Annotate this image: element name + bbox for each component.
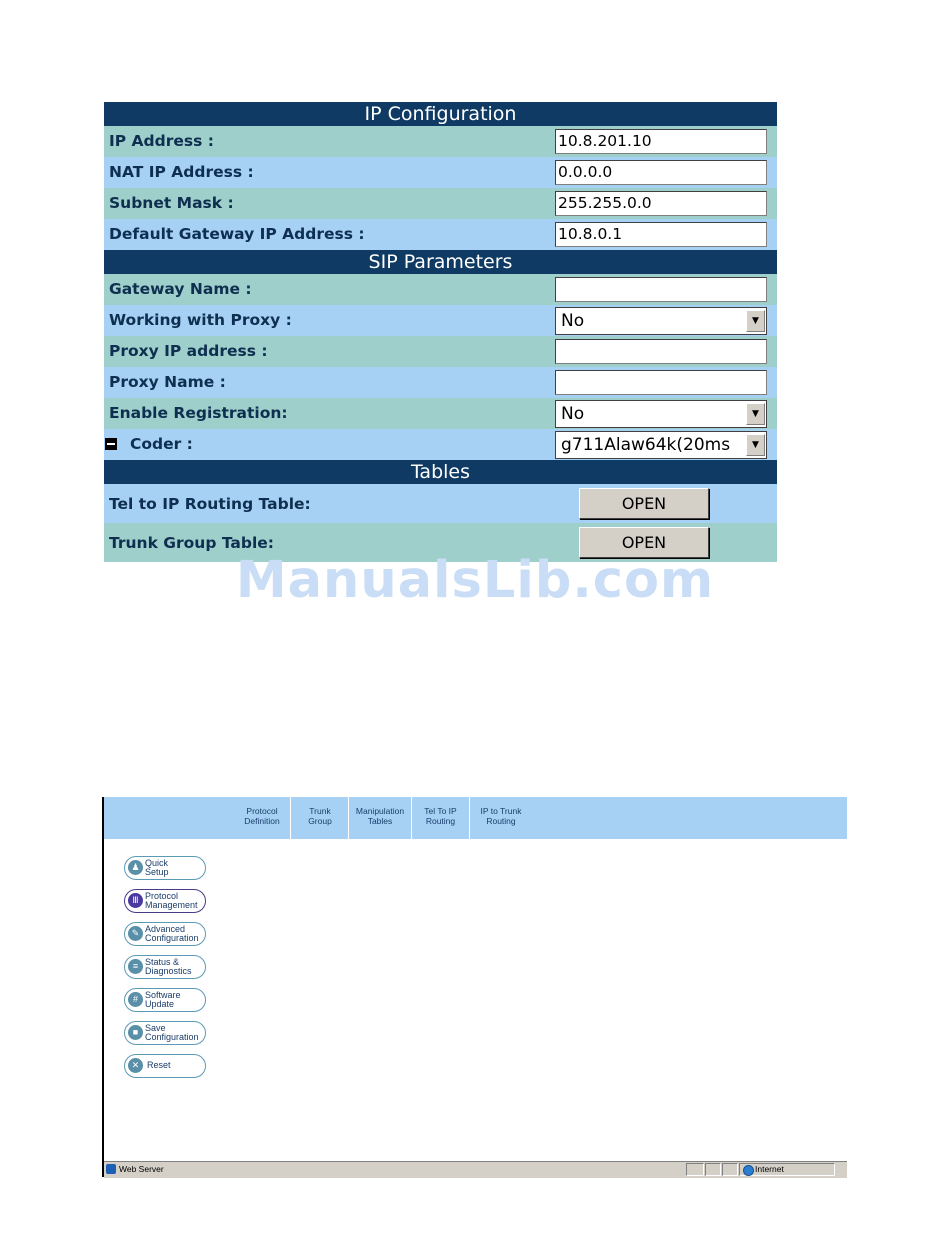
- config-form: [104, 102, 777, 562]
- tab-trunk-group[interactable]: [291, 797, 349, 839]
- trunk-group-label: Trunk Group Table:: [109, 534, 274, 552]
- tab-tel-to-ip-routing[interactable]: [412, 797, 469, 839]
- status-cell: [722, 1163, 738, 1176]
- sidebar-label-line1: Software: [145, 990, 181, 1000]
- status-cell: [705, 1163, 721, 1176]
- ie-page-icon: [106, 1164, 116, 1174]
- status-text: Web Server: [119, 1164, 164, 1174]
- default-gateway-input[interactable]: 10.8.0.1: [555, 222, 767, 247]
- dropdown-arrow-icon[interactable]: ▼: [746, 434, 765, 456]
- person-icon: ♟: [128, 860, 143, 875]
- collapse-minus-icon[interactable]: [105, 438, 117, 450]
- proxy-name-label: Proxy Name :: [109, 373, 226, 391]
- proxy-ip-input[interactable]: [555, 339, 767, 364]
- trunk-group-open-button[interactable]: OPEN: [579, 527, 709, 558]
- working-with-proxy-value: No: [561, 311, 585, 331]
- sidebar-status-diagnostics[interactable]: [124, 955, 206, 979]
- nat-ip-address-label: NAT IP Address :: [109, 163, 254, 181]
- enable-registration-value: No: [561, 404, 585, 424]
- sidebar-label-line1: Advanced: [145, 924, 186, 934]
- working-with-proxy-label: Working with Proxy :: [109, 311, 292, 329]
- watermark: ManualsLib.com: [235, 551, 715, 610]
- tab-label-line2: Group: [308, 816, 332, 826]
- ip-address-label: IP Address :: [109, 132, 214, 150]
- browser-window: [102, 797, 847, 1177]
- sidebar-advanced-configuration[interactable]: [124, 922, 206, 946]
- working-with-proxy-row: [104, 305, 777, 336]
- tel-to-ip-row: [104, 484, 777, 523]
- sidebar-label-line1: Reset: [147, 1060, 171, 1070]
- sidebar-protocol-management[interactable]: [124, 889, 206, 913]
- disk-icon: ■: [128, 1025, 143, 1040]
- coder-value: g711Alaw64k(20ms: [561, 435, 731, 455]
- coder-select[interactable]: [555, 431, 767, 459]
- zone-text: Internet: [755, 1164, 784, 1174]
- status-cell: [686, 1163, 704, 1176]
- sidebar-label-line2: Update: [145, 999, 175, 1009]
- sidebar-label: [145, 892, 198, 910]
- tab-ip-to-trunk-routing[interactable]: [470, 797, 532, 839]
- protocol-icon: Ⅲ: [128, 893, 143, 908]
- sidebar-label-line2: Configuration: [145, 933, 199, 943]
- tab-label-line1: Manipulation: [355, 806, 405, 816]
- proxy-name-row: [104, 367, 777, 398]
- proxy-ip-row: [104, 336, 777, 367]
- status-bar: [104, 1161, 847, 1178]
- sidebar-label-line2: Setup: [145, 867, 169, 877]
- sidebar-label-line2: Diagnostics: [145, 966, 192, 976]
- sidebar-software-update[interactable]: [124, 988, 206, 1012]
- grid-icon: #: [128, 992, 143, 1007]
- globe-icon: [743, 1165, 754, 1176]
- tab-label-line2: Routing: [486, 816, 516, 826]
- top-navigation: [104, 797, 847, 839]
- proxy-ip-label: Proxy IP address :: [109, 342, 268, 360]
- sidebar-label: [145, 859, 169, 877]
- tab-manipulation-tables[interactable]: [349, 797, 411, 839]
- sidebar-label-line1: Quick: [145, 858, 169, 868]
- tel-to-ip-label: Tel to IP Routing Table:: [109, 495, 311, 513]
- x-icon: ✕: [128, 1058, 143, 1073]
- ip-configuration-header: IP Configuration: [104, 102, 777, 126]
- wrench-icon: ✎: [128, 926, 143, 941]
- tab-label-line1: Protocol: [246, 806, 278, 816]
- enable-registration-label: Enable Registration:: [109, 404, 288, 422]
- sidebar-label-line1: Protocol: [145, 891, 179, 901]
- sidebar-label: [145, 991, 181, 1009]
- sidebar-label: [145, 958, 192, 976]
- tables-header: Tables: [104, 460, 777, 484]
- sidebar-save-configuration[interactable]: [124, 1021, 206, 1045]
- gateway-name-label: Gateway Name :: [109, 280, 252, 298]
- zone-cell: [739, 1163, 835, 1176]
- tel-to-ip-open-button[interactable]: OPEN: [579, 488, 709, 519]
- tab-label-line1: Trunk: [309, 806, 331, 816]
- coder-row: [104, 429, 777, 460]
- tab-label-line2: Routing: [425, 816, 456, 826]
- gateway-name-row: [104, 274, 777, 305]
- tab-label-line2: Definition: [244, 816, 280, 826]
- sip-parameters-header: SIP Parameters: [104, 250, 777, 274]
- proxy-name-input[interactable]: [555, 370, 767, 395]
- working-with-proxy-select[interactable]: [555, 307, 767, 335]
- dropdown-arrow-icon[interactable]: ▼: [746, 310, 765, 332]
- dropdown-arrow-icon[interactable]: ▼: [746, 403, 765, 425]
- default-gateway-label: Default Gateway IP Address :: [109, 225, 365, 243]
- tab-label-line1: Tel To IP: [424, 806, 457, 816]
- sidebar-reset[interactable]: [124, 1054, 206, 1078]
- tab-label-line2: Tables: [367, 816, 393, 826]
- subnet-mask-input[interactable]: 255.255.0.0: [555, 191, 767, 216]
- nat-ip-address-input[interactable]: 0.0.0.0: [555, 160, 767, 185]
- enable-registration-row: [104, 398, 777, 429]
- subnet-mask-row: [104, 188, 777, 219]
- sidebar-quick-setup[interactable]: [124, 856, 206, 880]
- sidebar-label: [145, 1024, 199, 1042]
- tab-label-line1: IP to Trunk: [480, 806, 522, 816]
- sidebar-label-line2: Configuration: [145, 1032, 199, 1042]
- tab-protocol-definition[interactable]: [233, 797, 291, 839]
- enable-registration-select[interactable]: [555, 400, 767, 428]
- ip-address-input[interactable]: 10.8.201.10: [555, 129, 767, 154]
- sidebar-label-line1: Status &: [145, 957, 180, 967]
- subnet-mask-label: Subnet Mask :: [109, 194, 234, 212]
- sidebar-label: [145, 925, 199, 943]
- sidebar-label-line2: Management: [145, 900, 198, 910]
- gateway-name-input[interactable]: [555, 277, 767, 302]
- list-icon: ≡: [128, 959, 143, 974]
- nat-ip-address-row: [104, 157, 777, 188]
- sidebar-label-line1: Save: [145, 1023, 166, 1033]
- ip-address-row: [104, 126, 777, 157]
- coder-label: Coder :: [130, 435, 193, 453]
- default-gateway-row: [104, 219, 777, 250]
